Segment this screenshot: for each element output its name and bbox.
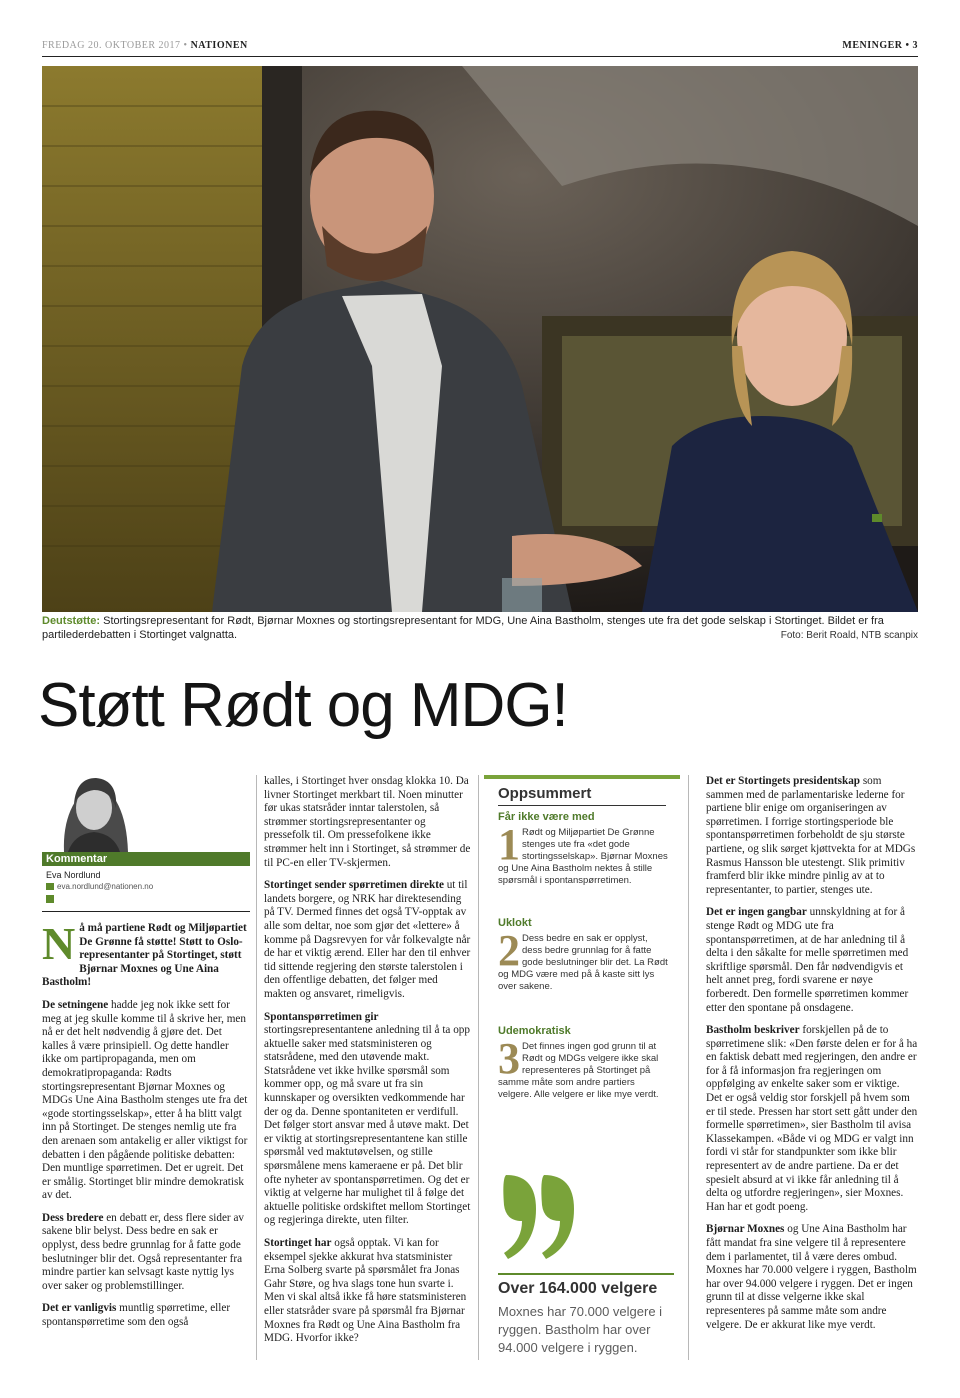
summary-box — [484, 775, 680, 1360]
lead-photo-illustration — [42, 66, 918, 612]
summary-big-heading: Over 164.000 velgere — [498, 1273, 674, 1298]
paragraph: kalles, i Stortinget hver onsdag klokka 10. Da livner Stortinget merkbart til. Noen minutter før ukas statsråder inntar talerstolen, så strømmer stortingsrepresentanter og pressefolk til. Om pressefolkene ikke strømmer helt inn i Stortinget, så strømmer de til PC-en eller TV-skjermen. — [264, 775, 471, 869]
paragraph: Bjørnar Moxnes og Une Aina Bastholm har fått mandat fra sine velgere til å representere dem i parlamentet, til å være deres ombud. Moxnes har 70.000 velgere i ryggen, Bastholm har over 94.000 velgere i ryggen. Det er ingen grunn til at disse velgerne ikke skal representeres på samme måte som andre velgere. De er akkurat like mye verdt. — [706, 1223, 917, 1331]
summary-item — [498, 811, 668, 887]
caption-text: Stortingsrepresentant for Rødt, Bjørnar Moxnes og stortingsrepresentant for MDG, Une Aina Bastholm, stenges ute fra det gode selskap i Stortinget. Bildet er fra partilederdebatten i Stortinget valgnatta. — [42, 615, 884, 641]
article-column-4 — [706, 775, 918, 1341]
paragraph: Stortinget har også opptak. Vi kan for eksempel sjekke akkurat hva statsminister Erna Solberg svarte på spørsmålet fra Jonas Gahr Støre, og hva slags tone hun svarte i. Men vi skal altså ikke få høre statsministeren eller statsråder svare på spørsmål fra Bjørnar Moxnes fra Rødt og Une Aina Bastholm fra MDG. Hvorfor ikke? — [264, 1237, 467, 1345]
photo-credit: Foto: Berit Roald, NTB scanpix — [780, 630, 918, 641]
column-divider — [688, 775, 689, 1360]
summary-item-heading: Udemokratisk — [498, 1025, 571, 1037]
twitter-icon[interactable] — [46, 895, 54, 903]
summary-item-number: 1 — [498, 820, 520, 869]
paragraph: Stortinget sender spørretimen direkte ut til landets borgere, og NRK har direktesending på TV. Dermed finnes det også TV-opptak av alle som deltar, noe som gjør det «lettere» å komme på Dagsrevyen for vår folkevalgte når de har et viktig ærend. Eller har den til enhver tid sittende regjering den største talerstolen i den offentlige debatten, det følger med makten og ansvaret, rimeligvis. — [264, 879, 471, 1000]
caption-lead: Deutstøtte: — [42, 615, 101, 627]
summary-top-bar — [484, 775, 680, 779]
summary-rule — [498, 805, 666, 806]
masthead-rule — [42, 56, 918, 57]
article-column-2 — [264, 775, 472, 1355]
summary-big-text: Moxnes har 70.000 velgere i ryggen. Bastholm har over 94.000 velgere i ryggen. — [498, 1304, 663, 1355]
comment-label: Kommentar — [42, 852, 250, 866]
summary-title: Oppsummert — [498, 785, 592, 802]
drop-cap: N — [42, 918, 76, 969]
paragraph: Det er vanligvis muntlig spørretime, eller spontanspørretime som den også — [42, 1302, 231, 1329]
masthead-date: FREDAG 20. OKTOBER 2017 • NATIONEN — [42, 40, 248, 51]
summary-item-number: 2 — [498, 926, 520, 975]
author-name: Eva Nordlund — [46, 870, 101, 880]
column-divider — [256, 775, 257, 1360]
paragraph: Bastholm beskriver forskjellen på de to spørretimene slik: «Den første delen er for å ha en faktisk debatt med regjeringen, den andre er for å få informasjon fra regjeringen om oppfølging av enkelte saker som er viktige. Det er også veldig stor forskjell på hvem som er til stede. Pressen har stort sett gått under den formelle spørretimen», sier Bastholm til avisa Klassekampen. «Både vi og MDG er valgt inn fordi vi står for standpunkter som ikke blir representert av de andre partiene. Da er det spesielt absurd at vi ikke får anledning til å delta og utfordre regjeringen», sier Moxnes. Han har et godt poeng. — [706, 1024, 918, 1213]
author-portrait — [54, 764, 134, 852]
summary-item-text: Dess bedre en sak er opplyst, dess bedre grunnlag for å fatte gode beslutninger blir det. La Rødt og MDG være med på å kaste sitt lys over sakene. — [498, 933, 668, 992]
paragraph: Spontanspørretimen gir stortingsrepresentantene anledning til å ta opp aktuelle saker med statsministeren og statsrådene, med den utøvende makt. Statsrådene vet ikke hvilke spørsmål som kommer opp, og må svare ut fra sin kunnskaper og oversikten vedkommende har der og da. Denne spontaniteten er verdifull. Det følger stort ansvar med å utøve makt. Det er viktig at stortingsrepresentantene kan stille spørsmål ved maktutøvelsen, og stille spørsmålene mens kameraene er på. Det blir ofte nyheter av spontanspørretimen. Og det er viktig at velgerne har mulighet til å følge det aktuelle politiske ordskiftet mellom Stortinget og regjeringa direkte, uten filter. — [264, 1010, 471, 1227]
email-icon — [46, 883, 54, 890]
summary-item — [498, 1025, 668, 1101]
intro-paragraph: Nå må partiene Rødt og Miljøpartiet De Grønne få støtte! Støtt to Oslo-representanter på Stortinget, støtt Bjørnar Moxnes og Une Aina Bastholm! — [42, 918, 247, 989]
summary-item — [498, 917, 668, 993]
quote-icon — [502, 1175, 578, 1259]
headline: Støtt Rødt og MDG! — [38, 671, 568, 740]
author-rule — [42, 911, 250, 912]
author-email[interactable]: eva.nordlund@nationen.no — [46, 882, 153, 891]
author-block — [42, 764, 250, 912]
paragraph: Det er Stortingets presidentskap som sammen med de parlamentariske lederne for partiene blir enige om organiseringen av spørretimen. I forrige stortingsperiode ble spontanspørretimen forbeholdt de sju største partiene, og slik sørget kjøttvekta for at MDGs Rasmus Hansson ble utestengt. Slik primitiv framferd blir ikke mindre pinlig av at to representanter, to partier, stenges ute. — [706, 775, 916, 896]
summary-item-heading: Får ikke være med — [498, 811, 595, 823]
paragraph: De setningene hadde jeg nok ikke sett for meg at jeg skulle komme til å skrive her, men nå er det helt nødvendig å gjøre det. Det kalles å være prinsipiell. Og dette handler ikke om partipropaganda, men om demokratipropaganda: Rødts stortingsrepresentant Bjørnar Moxnes og MDGs Une Aina Bastholm stenges ute fra det «gode stortingsselskap», etter å ha blitt valgt inn på Stortinget. De stenges nemlig ute fra den arenaen som antakelig er aller viktigst for debatten i den pågående politiske debatten: Den muntlige spørretimen. Det er ugreit. Det er smålig. Stortinget blir mindre demokratisk av det. — [42, 998, 248, 1202]
masthead — [42, 38, 918, 54]
article-column-1 — [42, 918, 250, 1339]
lead-photo — [42, 66, 918, 612]
summary-item-heading: Uklokt — [498, 917, 532, 929]
paragraph: Det er ingen gangbar unnskyldning at for å stenge Rødt og MDG ute fra spontanspørretimen, at de har anledning til å delta i den såkalte for melle spørretimen med skriftlige spørsmål. Den får nødvendigvis et helt annet preg, fordi svarene er nøye forberedt. Den formelle spørretimen kommer etter den spontane på onsdagene. — [706, 906, 909, 1014]
summary-item-number: 3 — [498, 1034, 520, 1083]
summary-item-text: Rødt og Miljøpartiet De Grønne stenges ute fra «det gode stortingsselskap». Bjørnar Moxnes og Une Aina Bastholm nektes å stille spørsmål i spontanspørretimen. — [498, 827, 668, 886]
paragraph: Dess bredere en debatt er, dess flere sider av sakene blir belyst. Dess bedre en sak er opplyst, dess bedre grunnlag for å fatte gode beslutninger blir det. Også representanter fra mindre partier kan selvsagt kaste nyttig lys over saker og problemstillinger. — [42, 1211, 244, 1292]
masthead-paper: NATIONEN — [190, 40, 248, 51]
summary-item-text: Det finnes ingen god grunn til at Rødt og MDGs velgere ikke skal representeres på Stortinget på samme måte som andre partiers velgere. Alle velgere er like mye verdt. — [498, 1041, 659, 1100]
column-divider — [478, 775, 479, 1360]
masthead-section: MENINGER • 3 — [842, 40, 918, 51]
